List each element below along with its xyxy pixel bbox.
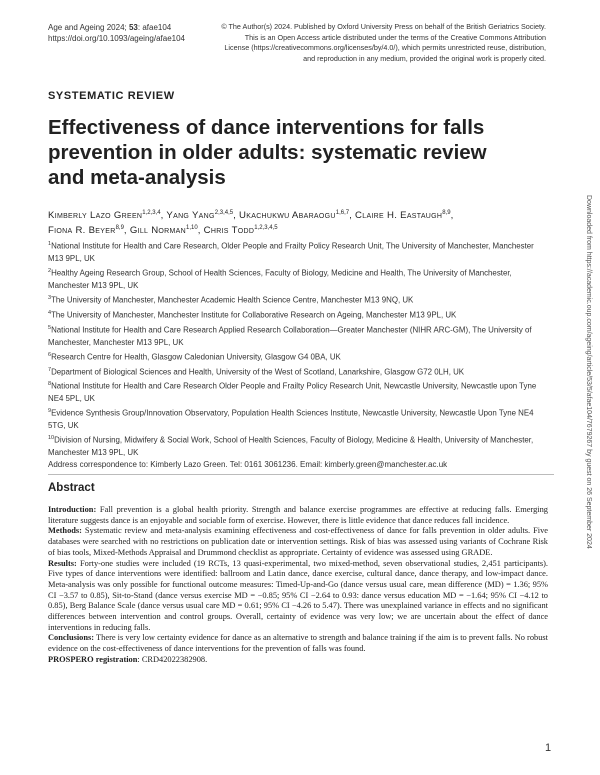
affiliation-item: $^1$National Institute for Health and Care Research, Older People and Frailty Policy Research Unit, The University of Manchester, Manchester M13 9PL, UK: [48, 241, 534, 263]
author-affiliation-marker: 1,10: [186, 225, 198, 232]
author-affiliation-marker: 2,3,4,5: [214, 210, 234, 216]
author-name: Fiona R. Beyer: [48, 225, 116, 237]
affiliation-item: $^8$National Institute for Health and Care Research Older People and Frailty Policy Research Unit, Newcastle University, Newcastle upon Tyne NE4 5PL, UK: [48, 381, 537, 404]
author-name: Gill Norman: [129, 225, 186, 237]
abstract-section: Introduction: Fall prevention is a global health priority. Strength and balance exercise programmes are effective at reducing falls. Emerging literature suggests dance is an enjoyable and sociable form of exercise. However, there is little evidence that dance reduces fall incidence.: [48, 505, 548, 525]
doi-link[interactable]: https://doi.org/10.1093/ageing/afae104: [48, 34, 185, 43]
affiliation-item: $^4$The University of Manchester, Manchester Institute for Collaborative Research on Ageing, Manchester M13 9PL, UK: [48, 309, 457, 320]
abstract-body: [48, 505, 548, 666]
license-line: © The Author(s) 2024. Published by Oxford University Press on behalf of the British Geriatrics Society.: [221, 22, 546, 31]
abstract-section: Results: Forty-one studies were included (19 RCTs, 13 quasi-experimental, two mixed-method, seven observational studies, 2,451 participants). Five types of dance interventions were identified: ballroom and Latin dance, dance exercise, cultural dance, dance therapy, and low-impact dance. Meta-analysis was only possible for functional outcome measures: Timed-Up-and-Go (dance versus usual care, mean difference (MD) = 1.36; 95% CI −3.57 to 0.85), Sit-to-Stand (dance versus exercise MD = −0.85; 95% CI −2.64 to 0.93: dance versus education MD = −1.64; 95% CI −4.12 to 0.85), Berg Balance Scale (dance versus usual care MD = 0.61; 95% CI −4.26 to 5.47). There was unexplained variance in effects and no significant differences between intervention and control groups. Overall, certainty of evidence was very low; we are uncertain about the effect of dance interventions in reducing falls.: [48, 558, 548, 632]
license-notice: [216, 22, 546, 64]
abstract-section: Conclusions: There is very low certainty evidence for dance as an alternative to strength and balance training if the aim is to prevent falls. No robust evidence on the cost-effectiveness of dance interventions for the prevention of falls was found.: [48, 633, 548, 654]
affiliation-item: $^{10}$Division of Nursing, Midwifery & Social Work, School of Health Sciences, Faculty of Biology, Medicine & Health, University of Manchester, Manchester M13 9PL, UK: [48, 435, 534, 458]
license-line: License (https://creativecommons.org/licenses/by/4.0/), which permits unrestricted reuse, distribution,: [224, 43, 546, 52]
affiliation-item: $^2$Healthy Ageing Research Group, School of Health Sciences, Faculty of Biology, Medicine and Health, The University of Manchester, Manchester M13 9PL, UK: [48, 268, 512, 290]
download-watermark: Downloaded from https://academic.oup.com/ageing/article/53/5/afae104/7679267 by guest on 26 September 2024: [585, 195, 592, 549]
page-number: 1: [545, 742, 552, 754]
author-affiliation-marker: 8,9: [115, 225, 124, 232]
affiliation-item: $^6$Research Centre for Health, Glasgow Caledonian University, Glasgow G4 0BA, UK: [48, 351, 341, 362]
article-type: SYSTEMATIC REVIEW: [48, 90, 175, 102]
abstract-section: PROSPERO registration: CRD42022382908.: [48, 654, 208, 664]
author-affiliation-marker: 1,6,7: [335, 210, 350, 216]
license-line: and reproduction in any medium, provided the original work is properly cited.: [303, 53, 546, 63]
volume: 53: [128, 23, 138, 32]
affiliation-item: $^3$The University of Manchester, Manchester Academic Health Science Centre, Manchester M13 9NQ, UK: [48, 295, 414, 305]
author-name: Ukachukwu Abaraogu: [239, 210, 336, 222]
article-id: : afae104: [137, 23, 172, 32]
affiliation-item: $^5$National Institute for Health and Care Research Applied Research Collaboration—Greater Manchester (NIHR ARC-GM), The University of Manchester, Manchester M13 9PL, UK: [48, 324, 532, 347]
author-name: Claire H. Eastaugh: [355, 210, 443, 222]
citation-line: [48, 22, 185, 33]
affiliation-item: $^9$Evidence Synthesis Group/Innovation Observatory, Population Health Sciences Institute, Newcastle University, Newcastle Upon Tyne NE4 5TG, UK: [48, 408, 534, 431]
journal-header: [48, 22, 185, 44]
affiliation-item: $^7$Department of Biological Sciences and Health, University of the West of Scotland, Lanarkshire, Glasgow G72 0LH, UK: [48, 366, 465, 377]
license-line: This is an Open Access article distributed under the terms of the Creative Commons Attribution: [244, 32, 546, 42]
author-affiliation-marker: 1,2,3,4: [142, 210, 161, 216]
article-title: Effectiveness of dance interventions for falls prevention in older adults: systematic review and meta-analysis: [48, 116, 487, 189]
author-affiliation-marker: 1,2,3,4,5: [254, 225, 278, 232]
author-affiliation-marker: 8,9: [442, 210, 451, 216]
abstract-heading: Abstract: [48, 482, 95, 494]
divider: [48, 474, 554, 475]
author-name: Kimberly Lazo Green: [48, 210, 143, 222]
affiliation-list: [48, 238, 543, 460]
author-name: Chris Todd: [203, 225, 255, 237]
correspondence: Address correspondence to: Kimberly Lazo Green. Tel: 0161 3061236. Email: kimberly.green@manchester.ac.uk: [48, 460, 448, 469]
abstract-section: Methods: Systematic review and meta-analysis examining effectiveness and cost-effectiveness of dance for falls prevention in older adults. Five databases were searched with no restrictions on publication date or intervention settings. Risk of bias was assessed using variants of Cochrane Risk of bias tools, Mixed-Methods Appraisal and Drummond checklist as appropriate. Certainty of evidence was assessed using GRADE.: [48, 526, 548, 557]
author-name: Yang Yang: [166, 210, 215, 222]
journal-name: Age and Ageing 2024;: [48, 23, 129, 32]
author-list: Kimberly Lazo Green$^{1,2,3,4}$, Yang Yang$^{2,3,4,5}$, Ukachukwu Abaraogu$^{1,6,7}$, Claire H. Eastaugh$^{8,9}$, Fiona R. Beyer$^{8,9}$, Gill Norman$^{1,10}$, Chris Todd$^{1,2,3,4,5}$: [48, 210, 454, 237]
